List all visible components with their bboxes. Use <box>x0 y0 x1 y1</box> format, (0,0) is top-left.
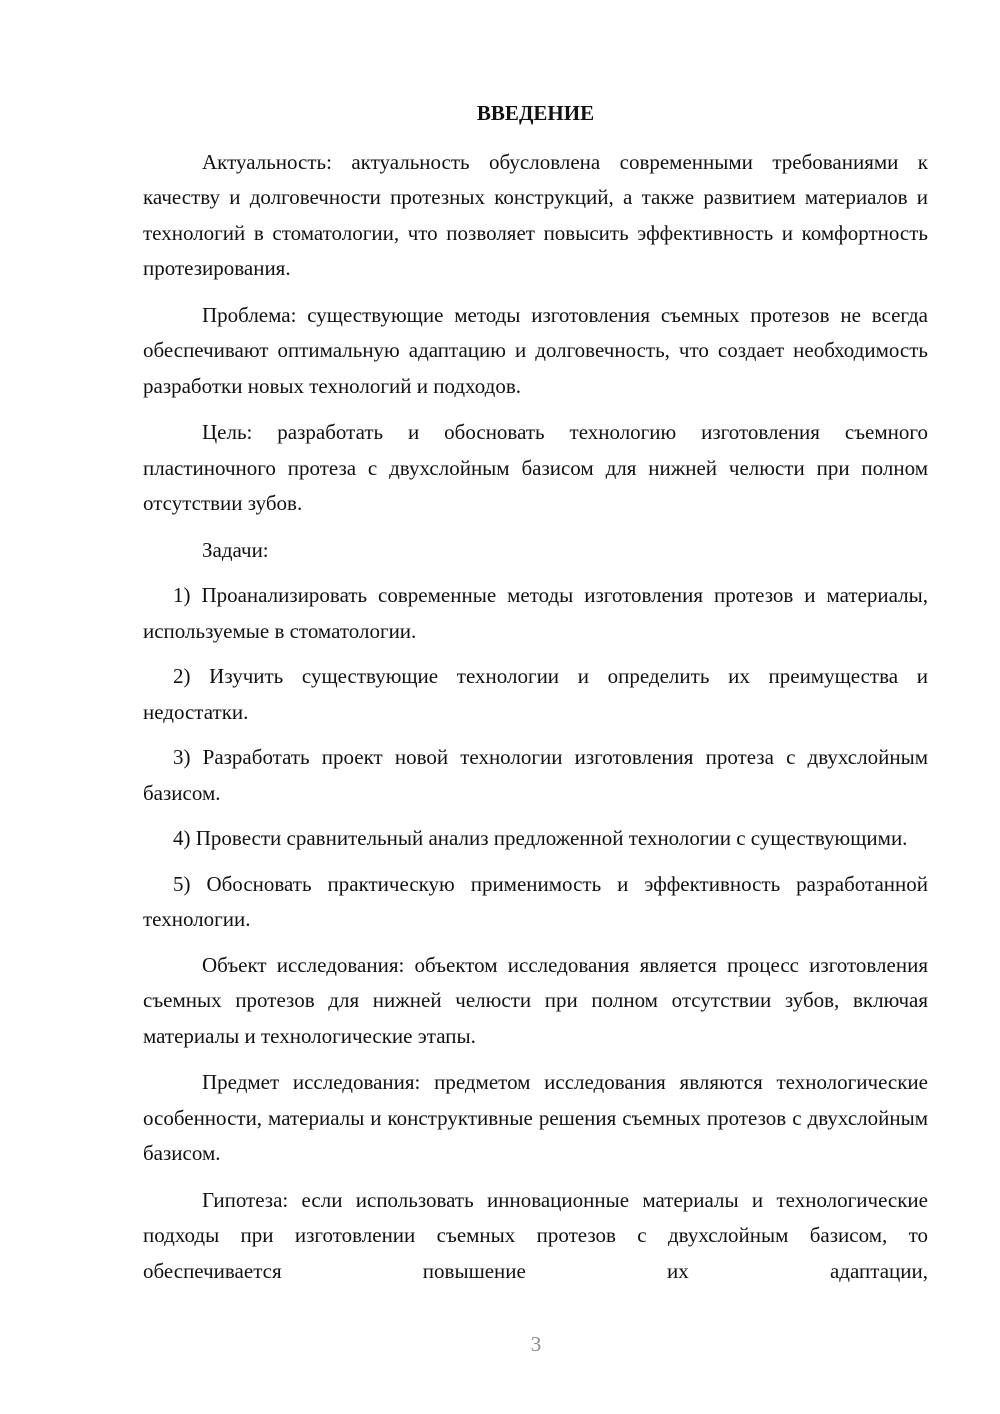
paragraph-problem: Проблема: существующие методы изготовления съемных протезов не всегда обеспечивают оптимальную адаптацию и долговечность, что создает необходимость разработки новых технологий и подходов. <box>143 302 928 398</box>
section-heading: ВВЕДЕНИЕ <box>476 101 595 125</box>
page-content <box>143 96 928 1300</box>
paragraph-object: Объект исследования: объектом исследования является процесс изготовления съемных протезов для нижней челюсти при полном отсутствии зубов, включая материалы и технологические этапы. <box>143 952 928 1048</box>
paragraph-relevance: Актуальность: актуальность обусловлена современными требованиями к качеству и долговечности протезных конструкций, а также развитием материалов и технологий в стоматологии, что позволяет повысить эффективность и комфортность протезирования. <box>143 149 928 280</box>
paragraph-hypothesis: Гипотеза: если использовать инновационные материалы и технологические подходы при изготовлении съемных протезов с двухслойным базисом, то обеспечивается повышение их адаптации, <box>143 1187 928 1283</box>
task-item-3: 3) Разработать проект новой технологии изготовления протеза с двухслойным базисом. <box>143 745 928 805</box>
task-item-5: 5) Обосновать практическую применимость и эффективность разработанной технологии. <box>143 871 928 931</box>
task-item-2: 2) Изучить существующие технологии и определить их преимущества и недостатки. <box>143 664 928 724</box>
paragraph-goal: Цель: разработать и обосновать технологию изготовления съемного пластиночного протеза с двухслойным базисом для нижней челюсти при полном отсутствии зубов. <box>143 420 928 515</box>
page-number: 3 <box>530 1332 542 1356</box>
task-item-4: 4) Провести сравнительный анализ предложенной технологии с существующими. <box>173 826 908 850</box>
tasks-label: Задачи: <box>202 537 269 562</box>
paragraph-subject: Предмет исследования: предметом исследования являются технологические особенности, материалы и конструктивные решения съемных протезов с двухслойным базисом. <box>143 1070 928 1165</box>
task-item-1: 1) Проанализировать современные методы изготовления протезов и материалы, используемые в стоматологии. <box>143 583 928 643</box>
